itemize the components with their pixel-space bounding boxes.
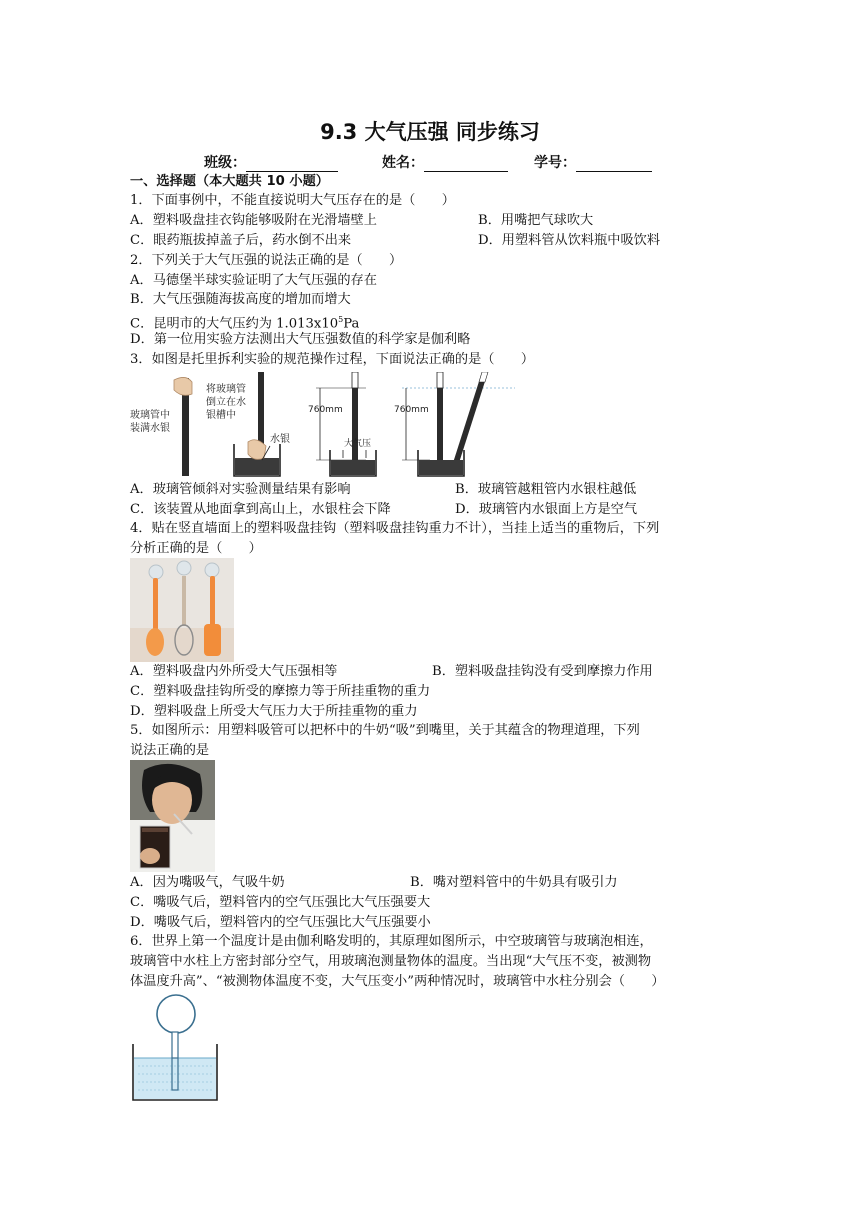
- mercury-trough-2: [235, 458, 279, 475]
- q5-option-c[interactable]: C．嘴吸气后，塑料管内的空气压强比大气压强要大: [130, 895, 431, 910]
- q4-stem-line2: 分析正确的是（ ）: [130, 541, 262, 556]
- tilted-tube: [452, 372, 488, 466]
- q2-option-c-text: C．昆明市的大气压约为 1.013x10: [130, 316, 339, 332]
- name-field: [382, 152, 508, 172]
- brush-icon: [146, 628, 164, 656]
- suction-cup-icon: [149, 565, 163, 579]
- q2-stem: 2．下列关于大气压强的说法正确的是（ ）: [130, 253, 403, 268]
- vacuum-top-4: [437, 372, 443, 388]
- q3-option-b[interactable]: B．玻璃管越粗管内水银柱越低: [455, 482, 637, 497]
- name-label: 姓名：: [382, 155, 424, 171]
- q6-stem-line3: 体温度升高”、“被测物体温度不变，大气压变小”两种情况时，玻璃管中水柱分别会（ ）: [130, 974, 665, 989]
- fig-label-1b: 装满水银: [130, 423, 170, 434]
- class-label: 班级：: [204, 155, 246, 171]
- mercury-column-3: [352, 388, 358, 466]
- id-label: 学号：: [534, 155, 576, 171]
- id-blank[interactable]: [576, 157, 652, 172]
- q4-option-c[interactable]: C．塑料吸盘挂钩所受的摩擦力等于所挂重物的重力: [130, 684, 431, 699]
- q6-stem-line2: 玻璃管中水柱上方密封部分空气，用玻璃泡测量物体的温度。当出现“大气压不变，被测物: [130, 954, 652, 969]
- fig-label-1a: 玻璃管中: [130, 410, 170, 421]
- class-field: [204, 152, 338, 172]
- q2-option-d[interactable]: D．第一位用实验方法测出大气压强数值的科学家是伽利略: [130, 332, 471, 347]
- fig-label-6: 760mm: [394, 405, 429, 415]
- torricelli-figure: [130, 372, 515, 478]
- q5-option-d[interactable]: D．嘴吸气后，塑料管内的空气压强比大气压强要小: [130, 915, 431, 930]
- q4-option-d[interactable]: D．塑料吸盘上所受大气压力大于所挂重物的重力: [130, 704, 418, 719]
- q4-option-b[interactable]: B．塑料吸盘挂钩没有受到摩擦力作用: [432, 664, 653, 679]
- fig-label-2a: 将玻璃管: [206, 384, 246, 395]
- hand: [140, 848, 160, 864]
- q5-option-a[interactable]: A．因为嘴吸气，气吸牛奶: [130, 875, 285, 890]
- mercury-column-4: [437, 388, 443, 466]
- q1-option-d[interactable]: D．用塑料管从饮料瓶中吸饮料: [478, 233, 661, 248]
- q4-stem-line1: 4．贴在竖直墙面上的塑料吸盘挂钩（塑料吸盘挂钩重力不计），当挂上适当的重物后，下列: [130, 521, 660, 536]
- whisk-handle-icon: [153, 578, 158, 630]
- q2-exponent: 5: [338, 315, 344, 324]
- fig-label-2c: 银槽中: [206, 410, 236, 421]
- page-title: 9.3 大气压强 同步练习: [320, 120, 540, 144]
- fig-label-2b: 倒立在水: [206, 397, 246, 408]
- whisk-icon: [182, 576, 186, 626]
- q4-option-a[interactable]: A．塑料吸盘内外所受大气压强相等: [130, 664, 338, 679]
- q1-stem: 1．下面事例中，不能直接说明大气压存在的是（ ）: [130, 193, 455, 208]
- galileo-thermometer-figure: [130, 994, 220, 1104]
- hand-icon: [174, 377, 192, 395]
- q2-option-a[interactable]: A．马德堡半球实验证明了大气压强的存在: [130, 273, 377, 288]
- spatula-handle-icon: [210, 576, 215, 626]
- q5-stem-line1: 5．如图所示：用塑料吸管可以把杯中的牛奶“吸”到嘴里，关于其蕴含的物理道理，下列: [130, 723, 640, 738]
- drinking-straw-photo: [130, 760, 215, 872]
- fig-label-3: 水银: [270, 434, 290, 445]
- q1-option-a[interactable]: A．塑料吸盘挂衣钩能够吸附在光滑墙壁上: [130, 213, 377, 228]
- q2-option-b[interactable]: B．大气压强随海拔高度的增加而增大: [130, 292, 351, 307]
- mercury-trough-4: [419, 460, 463, 475]
- section-heading: 一、选择题（本大题共 10 小题）: [130, 174, 329, 189]
- q1-option-b[interactable]: B．用嘴把气球吹大: [478, 213, 594, 228]
- q6-stem-line1: 6．世界上第一个温度计是由伽利略发明的，其原理如图所示，中空玻璃管与玻璃泡相连，: [130, 934, 653, 949]
- water-in-beaker: [134, 1058, 216, 1099]
- q5-option-b[interactable]: B．嘴对塑料管中的牛奶具有吸引力: [410, 875, 618, 890]
- glass-bulb: [157, 995, 195, 1033]
- fig-label-4: 760mm: [308, 405, 343, 415]
- q3-option-c[interactable]: C．该装置从地面拿到高山上，水银柱会下降: [130, 502, 391, 517]
- suction-cup-icon: [205, 563, 219, 577]
- class-blank[interactable]: [246, 157, 338, 172]
- q3-option-a[interactable]: A．玻璃管倾斜对实验测量结果有影响: [130, 482, 351, 497]
- suction-hooks-photo: [130, 558, 234, 662]
- q2-unit: Pa: [343, 316, 360, 332]
- q5-stem-line2: 说法正确的是: [130, 743, 210, 758]
- spatula-icon: [204, 624, 221, 656]
- fig-label-5: 大气压: [344, 439, 372, 449]
- suction-cup-icon: [177, 561, 191, 575]
- q3-option-d[interactable]: D．玻璃管内水银面上方是空气: [455, 502, 638, 517]
- vacuum-top-3: [352, 372, 358, 388]
- q3-stem: 3．如图是托里拆利实验的规范操作过程，下面说法正确的是（ ）: [130, 352, 535, 367]
- name-blank[interactable]: [424, 157, 508, 172]
- mercury-trough-3: [331, 460, 375, 475]
- q1-option-c[interactable]: C．眼药瓶拔掉盖子后，药水倒不出来: [130, 233, 352, 248]
- id-field: [534, 152, 652, 172]
